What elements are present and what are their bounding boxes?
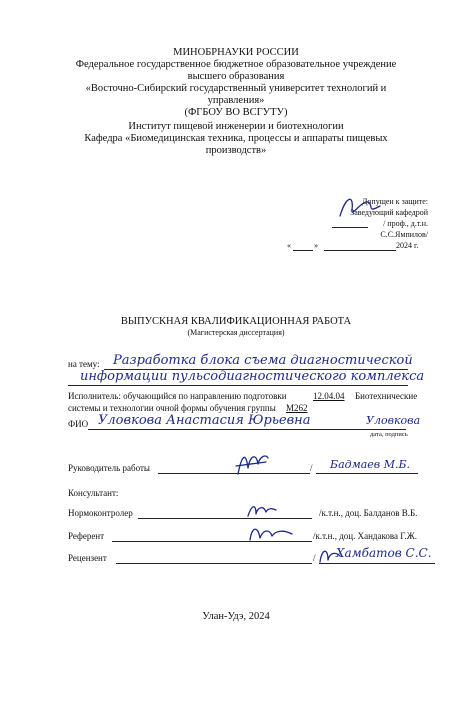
topic-handwriting-1: Разработка блока съема диагностической — [113, 353, 413, 368]
normcontrol-name: /к.т.н., доц. Балданов В.Б. — [319, 508, 418, 518]
date-year: 2024 г. — [396, 241, 419, 250]
supervisor-label: Руководитель работы — [68, 463, 150, 473]
topic-line-2 — [68, 385, 408, 386]
supervisor-signature — [232, 448, 272, 478]
work-title: ВЫПУСКНАЯ КВАЛИФИКАЦИОННАЯ РАБОТА — [120, 316, 352, 327]
performer-group-text: системы и технологии очной формы обучения группы — [68, 403, 276, 413]
date-day-line — [293, 250, 313, 251]
fio-handwriting: Уловкова Анастасия Юрьевна — [98, 413, 311, 428]
direction-code: 12.04.04 — [313, 391, 345, 401]
fio-line — [88, 429, 406, 430]
supervisor-name-line — [316, 473, 418, 474]
topic-handwriting-2: информации пульсодиагностического комплекса — [80, 369, 425, 384]
performer-label: Исполнитель: обучающийся по направлению подготовки — [68, 391, 287, 401]
ministry-title: МИНОБРНАУКИ РОССИИ — [173, 47, 299, 58]
department-line-1: Кафедра «Биомедицинская техника, процессы и аппараты пищевых — [84, 133, 388, 144]
work-subtitle: (Магистерская диссертация) — [187, 328, 285, 337]
head-signature — [336, 192, 386, 222]
department-line-2: производств» — [205, 145, 267, 156]
normcontrol-signature — [244, 500, 280, 522]
topic-label: на тему: — [68, 359, 100, 369]
city-year: Улан-Удэ, 2024 — [202, 611, 270, 622]
referee-signature — [246, 522, 296, 546]
referee-label: Референт — [68, 531, 105, 541]
normcontrol-label: Нормоконтролер — [68, 508, 133, 518]
head-of-department-label: Заведующий кафедрой — [350, 208, 428, 217]
group-number: М262 — [286, 403, 308, 413]
institute-name: Институт пищевой инженерии и биотехнологии — [128, 121, 344, 132]
date-close-quote: » — [314, 241, 318, 250]
supervisor-name-handwriting: Бадмаев М.Б. — [330, 458, 411, 471]
university-line-2: управления» — [207, 95, 265, 106]
reviewer-name-handwriting: Хамбатов С.С. — [336, 546, 432, 560]
consultant-label: Консультант: — [68, 488, 119, 498]
normcontrol-signature-line — [138, 518, 312, 519]
org-line-1: Федеральное государственное бюджетное образовательное учреждение — [75, 59, 397, 70]
org-line-2: высшего образования — [187, 71, 285, 82]
approval-signature-line — [332, 227, 368, 228]
head-name: С.С.Ямпилов/ — [380, 230, 428, 239]
reviewer-label: Рецензент — [68, 553, 107, 563]
approval-label: Допущен к защите: — [361, 197, 428, 206]
reviewer-signature — [318, 544, 342, 568]
student-signature: Уловкова — [366, 414, 421, 427]
reviewer-signature-line — [116, 563, 312, 564]
university-line-1: «Восточно-Сибирский государственный университет технологий и — [85, 83, 387, 94]
supervisor-slash: / — [310, 463, 313, 473]
referee-name: /к.т.н., доц. Хандакова Г.Ж. — [313, 531, 418, 541]
date-open-quote: « — [287, 241, 291, 250]
head-title: / проф., д.т.н. — [383, 219, 428, 228]
date-month-line — [324, 250, 396, 251]
fio-label: ФИО — [68, 419, 89, 429]
date-signature-caption: дата, подпись — [370, 431, 408, 438]
reviewer-slash: / — [313, 553, 316, 563]
direction-name: Биотехнические — [355, 391, 418, 401]
university-abbreviation: (ФГБОУ ВО ВСГУТУ) — [184, 107, 288, 118]
